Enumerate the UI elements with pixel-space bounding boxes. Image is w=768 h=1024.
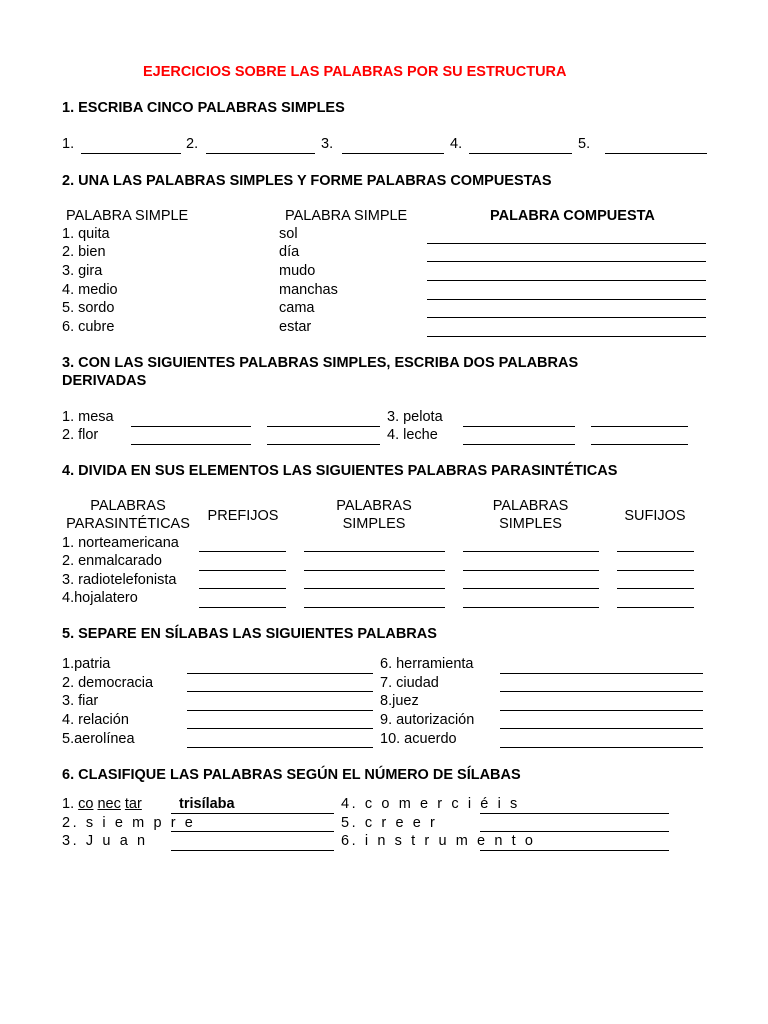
answer-blank[interactable] xyxy=(463,607,599,608)
answer-number: 5. xyxy=(578,136,591,152)
answer-blank[interactable] xyxy=(500,673,703,674)
answer-blank[interactable] xyxy=(500,710,703,711)
answer-blank[interactable] xyxy=(617,551,694,552)
answer-blank[interactable] xyxy=(171,850,334,851)
answer-blank[interactable] xyxy=(427,299,706,300)
answer-blank[interactable] xyxy=(427,243,706,244)
answer-blank[interactable] xyxy=(171,813,334,814)
answer-blank[interactable] xyxy=(206,153,315,154)
answer-blank[interactable] xyxy=(187,747,373,748)
answer-number: 2. xyxy=(186,136,199,152)
answer-blank[interactable] xyxy=(500,747,703,748)
column-header-simple-2: SIMPLES xyxy=(499,516,562,532)
list-item: día xyxy=(279,244,300,260)
list-item: 1.patria xyxy=(62,656,111,672)
list-item: 2. democracia xyxy=(62,675,154,691)
answer-blank[interactable] xyxy=(131,426,251,427)
example-syllable: co xyxy=(78,796,94,812)
answer-blank[interactable] xyxy=(469,153,572,154)
column-header-parasintetic: PARASINTÉTICAS xyxy=(66,516,190,532)
list-item: 4. medio xyxy=(62,282,118,298)
column-header-compound: PALABRA COMPUESTA xyxy=(490,208,655,224)
list-item: 10. acuerdo xyxy=(380,731,457,747)
answer-blank[interactable] xyxy=(463,444,575,445)
list-item: 7. ciudad xyxy=(380,675,439,691)
answer-number: 3. xyxy=(321,136,334,152)
column-header-simple-1: PALABRA SIMPLE xyxy=(66,208,189,224)
list-item: 4. relación xyxy=(62,712,129,728)
answer-blank[interactable] xyxy=(591,426,688,427)
list-item: 2. bien xyxy=(62,244,106,260)
answer-blank[interactable] xyxy=(199,551,286,552)
answer-blank[interactable] xyxy=(463,426,575,427)
list-item: 5. c r e e r xyxy=(341,815,438,831)
answer-blank[interactable] xyxy=(199,607,286,608)
column-header-parasintetic: PALABRAS xyxy=(90,498,166,514)
example-answer: trisílaba xyxy=(179,796,235,812)
answer-blank[interactable] xyxy=(480,831,669,832)
list-item: manchas xyxy=(279,282,338,298)
example-syllable: tar xyxy=(124,796,142,812)
answer-blank[interactable] xyxy=(427,261,706,262)
answer-blank[interactable] xyxy=(171,831,334,832)
list-item: 4.hojalatero xyxy=(62,590,138,606)
section-6-heading: 6. CLASIFIQUE LAS PALABRAS SEGÚN EL NÚMERO DE SÍLABAS xyxy=(62,767,521,783)
list-item: 2. s i e m p r e xyxy=(62,815,196,831)
column-header-simple-1: PALABRAS xyxy=(336,498,412,514)
list-item: 5.aerolínea xyxy=(62,731,135,747)
list-item: 1. norteamericana xyxy=(62,535,179,551)
column-header-suffixes: SUFIJOS xyxy=(624,508,686,524)
answer-blank[interactable] xyxy=(187,710,373,711)
section-3-heading-cont: DERIVADAS xyxy=(62,373,147,389)
list-item: 1. quita xyxy=(62,226,110,242)
list-item: 1. mesa xyxy=(62,409,114,425)
section-5-heading: 5. SEPARE EN SÍLABAS LAS SIGUIENTES PALABRAS xyxy=(62,626,437,642)
answer-number: 4. xyxy=(450,136,463,152)
answer-blank[interactable] xyxy=(463,570,599,571)
answer-blank[interactable] xyxy=(304,588,445,589)
list-item: 3. gira xyxy=(62,263,103,279)
column-header-simple-1: SIMPLES xyxy=(342,516,406,532)
list-item: 8.juez xyxy=(380,693,419,709)
answer-blank[interactable] xyxy=(187,728,373,729)
answer-blank[interactable] xyxy=(131,444,251,445)
column-header-simple-2: PALABRAS xyxy=(492,498,569,514)
answer-blank[interactable] xyxy=(304,570,445,571)
answer-blank[interactable] xyxy=(500,728,703,729)
example-item xyxy=(62,796,142,812)
list-item: mudo xyxy=(279,263,316,279)
list-item: 4. c o m e r c i é i s xyxy=(341,796,520,812)
column-header-simple-2: PALABRA SIMPLE xyxy=(285,208,408,224)
list-item: 5. sordo xyxy=(62,300,115,316)
answer-blank[interactable] xyxy=(304,551,445,552)
list-item: 2. enmalcarado xyxy=(62,553,162,569)
list-item: sol xyxy=(279,226,298,242)
list-item: 6. cubre xyxy=(62,319,115,335)
answer-blank[interactable] xyxy=(267,426,380,427)
answer-blank[interactable] xyxy=(427,336,706,337)
answer-blank[interactable] xyxy=(304,607,445,608)
section-1-heading: 1. ESCRIBA CINCO PALABRAS SIMPLES xyxy=(62,100,345,116)
section-3-heading: 3. CON LAS SIGUIENTES PALABRAS SIMPLES, ESCRIBA DOS PALABRAS xyxy=(62,355,579,371)
answer-blank[interactable] xyxy=(427,317,706,318)
answer-blank[interactable] xyxy=(342,153,444,154)
list-item: 3. pelota xyxy=(387,409,443,425)
answer-blank[interactable] xyxy=(427,280,706,281)
answer-number: 1. xyxy=(62,136,75,152)
list-item: 6. herramienta xyxy=(380,656,474,672)
answer-blank[interactable] xyxy=(617,570,694,571)
answer-blank[interactable] xyxy=(187,691,373,692)
list-item: 3. fiar xyxy=(62,693,99,709)
answer-blank[interactable] xyxy=(500,691,703,692)
answer-blank[interactable] xyxy=(617,588,694,589)
list-item: 6. i n s t r u m e n t o xyxy=(341,833,536,849)
list-item: estar xyxy=(279,319,312,335)
page-title: EJERCICIOS SOBRE LAS PALABRAS POR SU ESTRUCTURA xyxy=(143,64,567,80)
answer-blank[interactable] xyxy=(199,588,286,589)
list-item: 2. flor xyxy=(62,427,99,443)
answer-blank[interactable] xyxy=(199,570,286,571)
answer-blank[interactable] xyxy=(81,153,181,154)
answer-blank[interactable] xyxy=(605,153,707,154)
answer-blank[interactable] xyxy=(267,444,380,445)
answer-blank[interactable] xyxy=(591,444,688,445)
list-item: 3. J u a n xyxy=(62,833,148,849)
answer-blank[interactable] xyxy=(480,850,669,851)
answer-blank[interactable] xyxy=(187,673,373,674)
list-item: 4. leche xyxy=(387,427,438,443)
answer-blank[interactable] xyxy=(617,607,694,608)
section-2-heading: 2. UNA LAS PALABRAS SIMPLES Y FORME PALABRAS COMPUESTAS xyxy=(62,173,552,189)
answer-blank[interactable] xyxy=(463,551,599,552)
example-number: 1. xyxy=(62,796,75,812)
list-item: 3. radiotelefonista xyxy=(62,572,177,588)
answer-blank[interactable] xyxy=(480,813,669,814)
column-header-prefixes: PREFIJOS xyxy=(207,508,279,524)
answer-blank[interactable] xyxy=(463,588,599,589)
list-item: 9. autorización xyxy=(380,712,475,728)
section-4-heading: 4. DIVIDA EN SUS ELEMENTOS LAS SIGUIENTES PALABRAS PARASINTÉTICAS xyxy=(62,463,618,479)
list-item: cama xyxy=(279,300,315,316)
example-syllable: nec xyxy=(97,796,121,812)
